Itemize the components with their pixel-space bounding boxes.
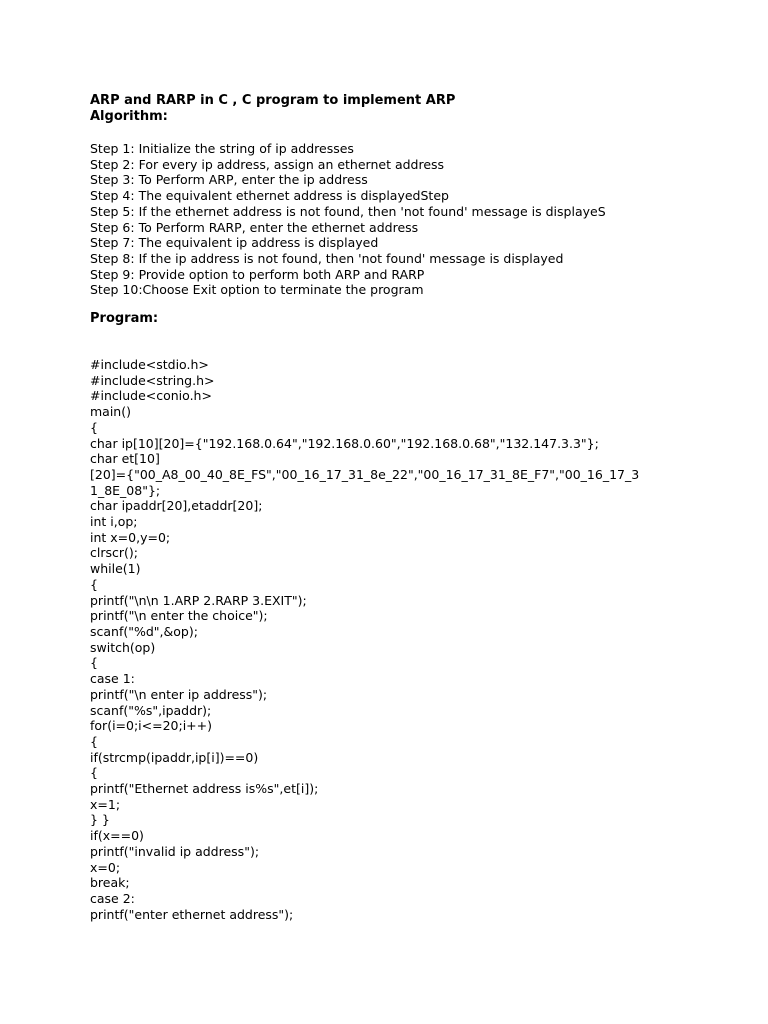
step-line: Step 4: The equivalent ethernet address is displayedStep [90,188,449,204]
code-line: printf("\n enter the choice"); [90,608,268,624]
step-line: Step 1: Initialize the string of ip addresses [90,141,354,156]
algorithm-steps [90,141,750,298]
document-page [90,93,750,922]
code-line: { [90,655,98,671]
code-line: 1_8E_08"}; [90,482,161,498]
step-line: Step 8: If the ip address is not found, then 'not found' message is displayed [90,250,564,266]
step-line: Step 6: To Perform RARP, enter the ethernet address [90,219,419,235]
document-title: ARP and RARP in C , C program to implement ARP [90,93,456,108]
code-line: { [90,765,98,781]
code-line: if(strcmp(ipaddr,ip[i])==0) [90,749,259,765]
code-line: printf("\n enter ip address"); [90,686,268,702]
code-line: char ipaddr[20],etaddr[20]; [90,498,263,514]
code-line: #include<conio.h> [90,388,212,404]
step-line: Step 5: If the ethernet address is not found, then 'not found' message is displayeS [90,203,606,219]
code-line: break; [90,875,130,891]
code-line: printf("invalid ip address"); [90,843,260,859]
code-line: scanf("%d",&op); [90,623,198,639]
code-line: while(1) [90,561,141,577]
program-code [90,357,750,922]
code-line: case 2: [90,890,135,906]
code-line: printf("\n\n 1.ARP 2.RARP 3.EXIT"); [90,592,307,608]
code-line: } } [90,812,110,828]
code-line: #include<stdio.h> [90,357,209,373]
code-line: char et[10] [90,451,160,467]
code-line: switch(op) [90,639,156,655]
code-line: int i,op; [90,514,138,530]
code-line: case 1: [90,671,135,687]
step-line: Step 9: Provide option to perform both ARP and RARP [90,266,425,282]
code-line: { [90,733,98,749]
code-line: printf("enter ethernet address"); [90,906,294,922]
step-line: Step 2: For every ip address, assign an ethernet address [90,156,445,172]
code-line: printf("Ethernet address is%s",et[i]); [90,781,319,797]
code-line: clrscr(); [90,545,138,561]
code-line: #include<string.h> [90,372,215,388]
step-line: Step 7: The equivalent ip address is displayed [90,235,379,251]
step-line: Step 3: To Perform ARP, enter the ip address [90,172,368,188]
code-line: { [90,419,98,435]
algorithm-heading: Algorithm: [90,109,168,124]
code-line: x=0; [90,859,121,875]
code-line: { [90,576,98,592]
code-line: scanf("%s",ipaddr); [90,702,212,718]
program-heading: Program: [90,311,159,327]
code-line: main() [90,404,131,420]
code-line: if(x==0) [90,828,144,844]
code-line: x=1; [90,796,121,812]
code-line: int x=0,y=0; [90,529,171,545]
code-line: for(i=0;i<=20;i++) [90,718,213,734]
code-line: char ip[10][20]={"192.168.0.64","192.168.0.60","192.168.0.68","132.147.3.3"}; [90,435,599,451]
code-line: [20]={"00_A8_00_40_8E_FS","00_16_17_31_8e_22","00_16_17_31_8E_F7","00_16_17_3 [90,466,640,482]
step-line: Step 10:Choose Exit option to terminate the program [90,282,424,298]
